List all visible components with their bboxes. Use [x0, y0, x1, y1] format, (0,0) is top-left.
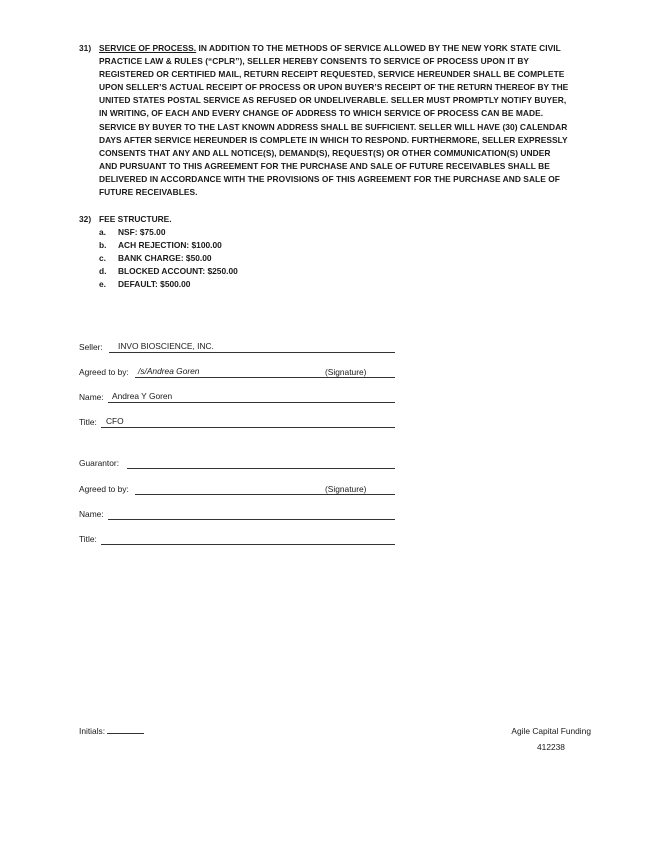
- section-text-line: DELIVERED IN ACCORDANCE WITH THE PROVISIONS OF THIS AGREEMENT FOR THE PURCHASE AND SALE OF: [99, 173, 560, 184]
- list-item: [99, 226, 499, 239]
- guarantor-name-field[interactable]: [108, 519, 395, 520]
- guarantor-label: Guarantor:: [79, 458, 120, 468]
- fee-text: DEFAULT: $500.00: [118, 279, 191, 290]
- company-name: Agile Capital Funding: [511, 726, 591, 736]
- seller-label: Seller:: [79, 342, 103, 352]
- section-text-line: CONSENTS THAT ANY AND ALL NOTICE(S), DEMAND(S), REQUEST(S) OR OTHER COMMUNICATION(S) UNDER: [99, 147, 551, 158]
- name-row: [79, 391, 399, 405]
- signature-value: /s/Andrea Goren: [138, 366, 200, 376]
- section-number: 32): [79, 214, 92, 224]
- section-heading: SERVICE OF PROCESS.: [99, 43, 197, 53]
- section-31-first-line: [99, 42, 599, 55]
- title-value: CFO: [106, 416, 124, 426]
- initials-field[interactable]: [107, 725, 144, 734]
- list-letter: c.: [99, 253, 106, 264]
- list-item: [99, 278, 499, 291]
- list-item: [99, 265, 499, 278]
- title-label: Title:: [79, 534, 97, 544]
- name-label: Name:: [79, 509, 104, 519]
- initials-label: Initials:: [79, 726, 106, 736]
- guarantor-row: [79, 457, 399, 471]
- guarantor-title-field[interactable]: [101, 544, 395, 545]
- list-item: [99, 239, 499, 252]
- title-label: Title:: [79, 417, 97, 427]
- list-letter: a.: [99, 227, 106, 238]
- seller-value: INVO BIOSCIENCE, INC.: [118, 341, 214, 351]
- section-31-body: [99, 42, 599, 199]
- section-text-line: REGISTERED OR CERTIFIED MAIL, RETURN RECEIPT REQUESTED, SERVICE HEREUNDER SHALL BE COMPLETE: [99, 69, 565, 80]
- seller-field[interactable]: [109, 341, 395, 353]
- name-label: Name:: [79, 392, 104, 402]
- section-text-line: UPON SELLER’S ACTUAL RECEIPT OF PROCESS OR UPON BUYER’S RECEIPT OF THE RETURN THEREOF BY THE: [99, 82, 569, 93]
- list-item: [99, 252, 499, 265]
- section-text-line: PRACTICE LAW & RULES (“CPLR”), SELLER HEREBY CONSENTS TO SERVICE OF PROCESS UPON IT BY: [99, 56, 530, 67]
- section-heading: FEE STRUCTURE.: [99, 214, 172, 224]
- section-text-line: SERVICE BY BUYER TO THE LAST KNOWN ADDRESS SHALL BE SUFFICIENT. SELLER WILL HAVE (30) CALENDAR: [99, 121, 568, 132]
- section-text: IN ADDITION TO THE METHODS OF SERVICE ALLOWED BY THE NEW YORK STATE CIVIL: [196, 43, 561, 53]
- name-value: Andrea Y Goren: [112, 391, 173, 401]
- section-text-line: DAYS AFTER SERVICE HEREUNDER IS COMPLETE IN WHICH TO RESPOND. FURTHERMORE, SELLER EXPRESSLY: [99, 134, 568, 145]
- signature-note: (Signature): [325, 484, 367, 494]
- list-letter: e.: [99, 279, 106, 290]
- seller-row: [79, 341, 399, 355]
- list-letter: b.: [99, 240, 107, 251]
- section-text-line: FUTURE RECEIVABLES.: [99, 187, 198, 198]
- guarantor-title-row: [79, 533, 399, 547]
- title-row: [79, 416, 399, 430]
- name-field[interactable]: [108, 391, 395, 403]
- initials-area: [79, 725, 144, 737]
- guarantor-agreed-row: [79, 483, 399, 497]
- guarantor-name-row: [79, 508, 399, 522]
- fee-list: [99, 226, 499, 291]
- title-field[interactable]: [101, 416, 395, 428]
- list-letter: d.: [99, 266, 107, 277]
- section-text-line: IN WRITING, OF EACH AND EVERY CHANGE OF ADDRESS TO WHICH SERVICE OF PROCESS CAN BE MADE.: [99, 108, 544, 119]
- agreed-label: Agreed to by:: [79, 367, 129, 377]
- signature-note: (Signature): [325, 367, 367, 377]
- document-code: 412238: [537, 742, 565, 752]
- agreed-row: [79, 366, 399, 380]
- fee-text: NSF: $75.00: [118, 227, 166, 238]
- section-text-line: AND PURSUANT TO THIS AGREEMENT FOR THE PURCHASE AND SALE OF FUTURE RECEIVABLES SHALL BE: [99, 160, 550, 171]
- section-text-line: UNITED STATES POSTAL SERVICE AS REFUSED OR UNDELIVERABLE. SELLER MUST PROMPTLY NOTIFY BUYER,: [99, 95, 567, 106]
- fee-text: ACH REJECTION: $100.00: [118, 240, 222, 251]
- guarantor-field[interactable]: [127, 468, 395, 469]
- fee-text: BANK CHARGE: $50.00: [118, 253, 212, 264]
- section-number: 31): [79, 43, 92, 53]
- fee-text: BLOCKED ACCOUNT: $250.00: [118, 266, 238, 277]
- agreed-label: Agreed to by:: [79, 484, 129, 494]
